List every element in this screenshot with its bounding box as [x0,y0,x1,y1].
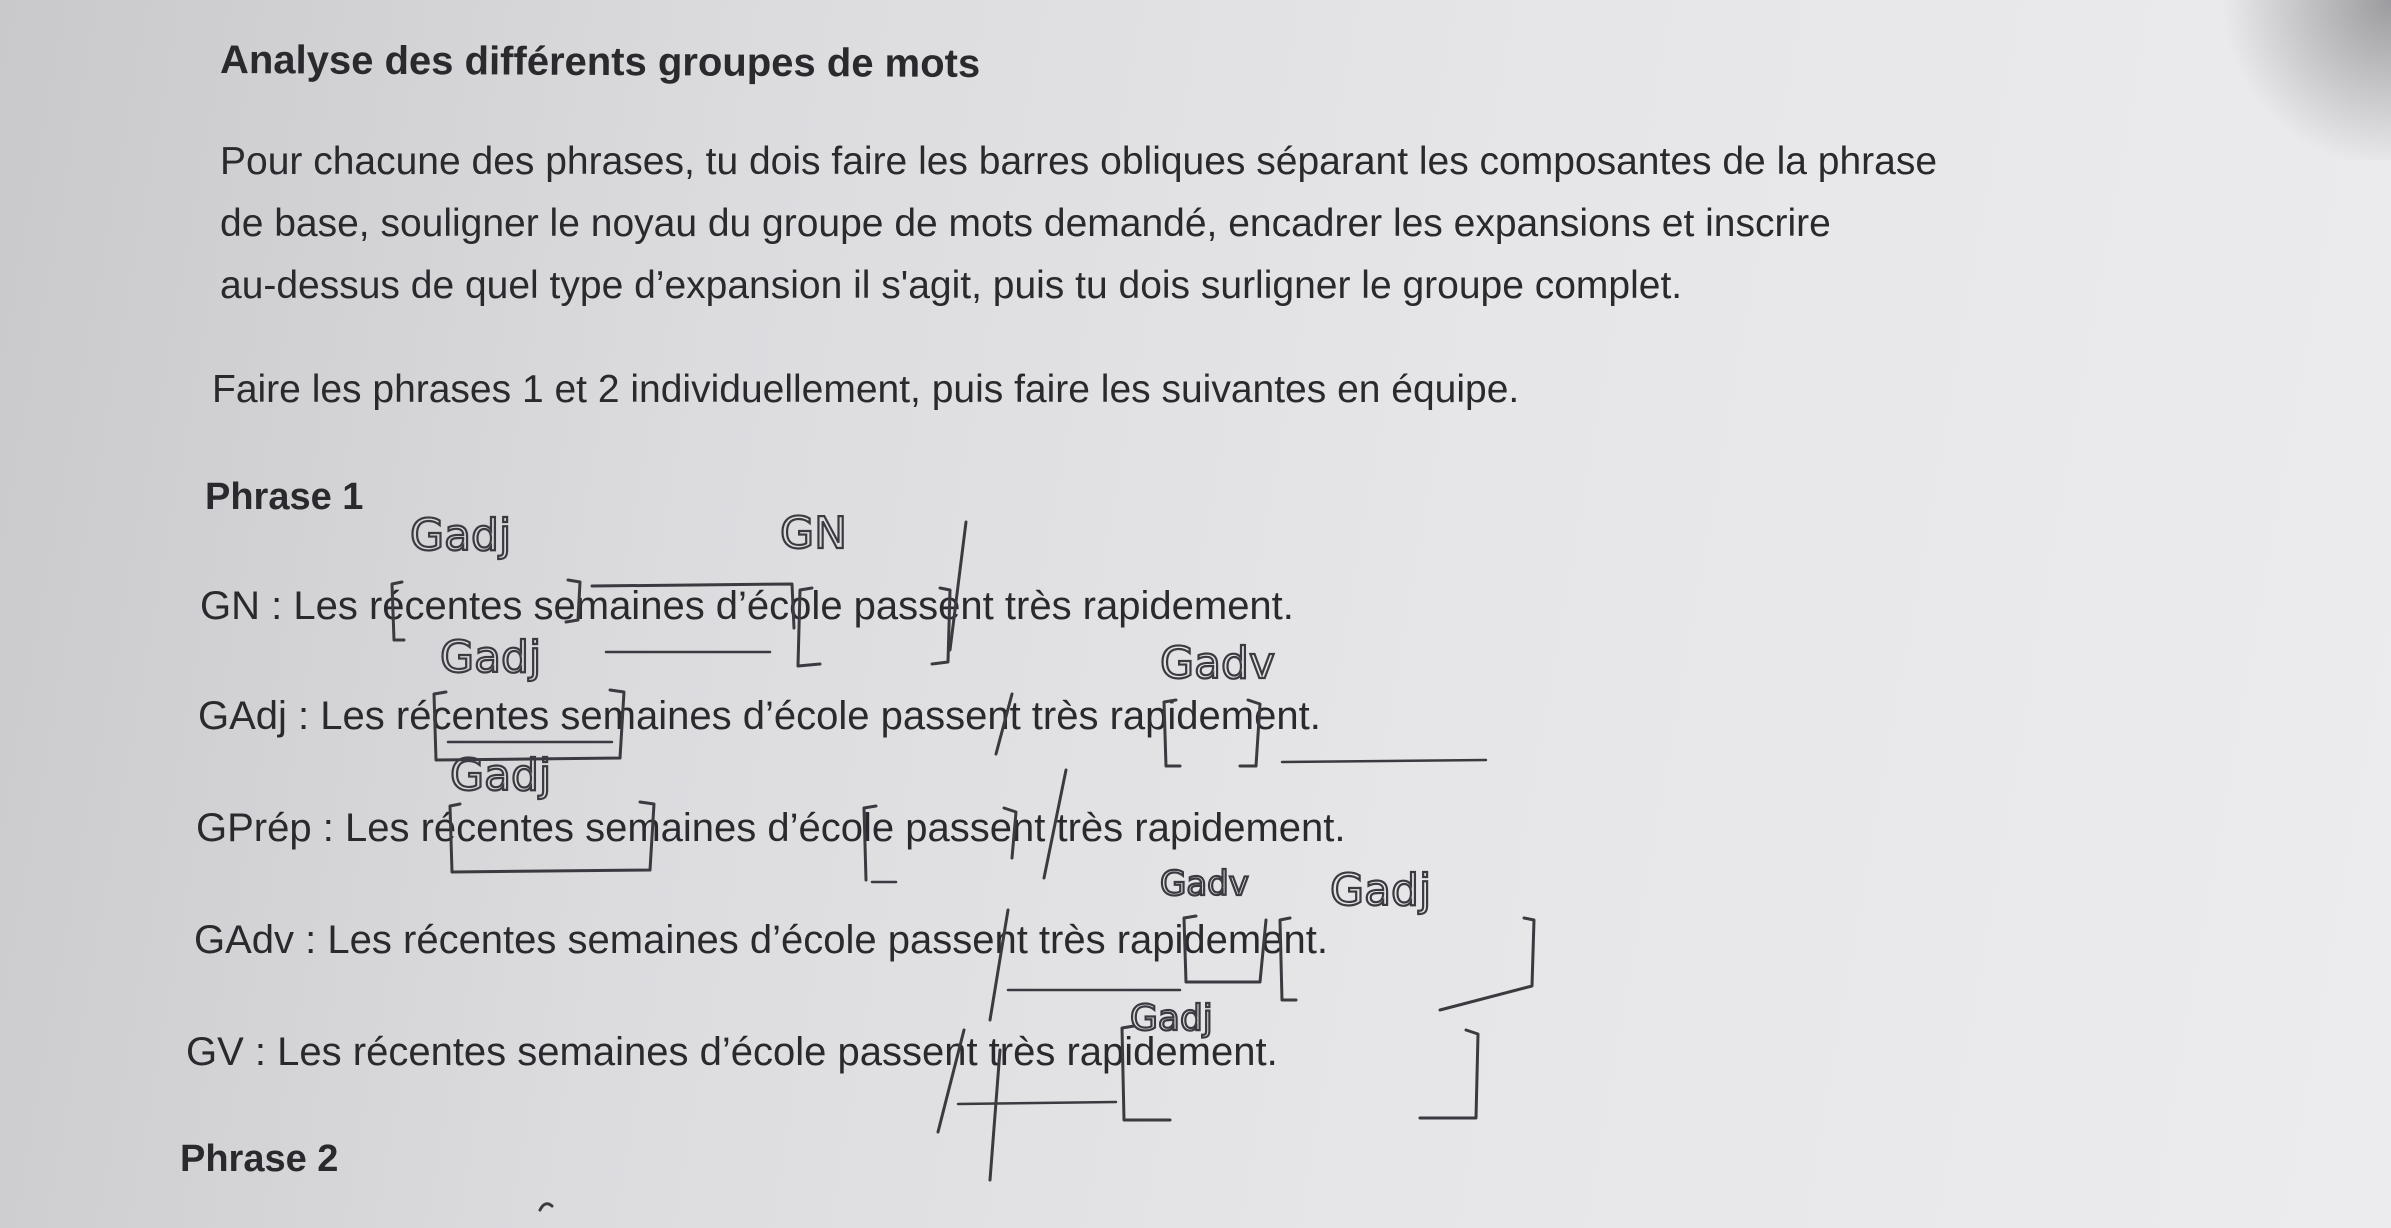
sentence-label: GV : [186,1030,267,1074]
handwritten-label: Gadj [1330,865,1432,916]
sentence-label: GAdv : [194,918,317,962]
noyau-underline [958,1102,1116,1104]
expansion-box [1420,1030,1478,1118]
handwritten-label: Gadv [1160,638,1276,689]
expansion-box [1440,918,1534,1010]
instruction-line-3: au-dessus de quel type d’expansion il s'agit, puis tu dois surligner le groupe complet. [220,264,1683,307]
handwritten-label: Gadj [450,750,552,801]
sentence-text: Les récentes semaines d’école passent très rapidement. [293,584,1294,628]
sentence-gadj [198,694,1321,739]
note-line: Faire les phrases 1 et 2 individuellement, puis faire les suivantes en équipe. [212,368,1520,411]
sentence-gv [186,1030,1278,1075]
sentence-label: GN : [200,584,283,628]
handwritten-label: Gadj [410,510,512,561]
noyau-underline [1282,760,1486,762]
sentence-text: Les récentes semaines d’école passent très rapidement. [320,694,1321,738]
handwritten-label: GN [780,508,848,559]
pen-stroke [540,1204,552,1210]
sentence-text: Les récentes semaines d’école passent très rapidement. [344,806,1346,850]
instruction-line-1: Pour chacune des phrases, tu dois faire les barres obliques séparant les composantes de la phrase [220,140,1938,183]
handwritten-label: Gadv [1160,864,1249,904]
sentence-gadv [194,918,1328,963]
instruction-line-2: de base, souligner le noyau du groupe de mots demandé, encadrer les expansions et inscrire [220,202,1831,245]
document-title: Analyse des différents groupes de mots [219,38,981,86]
handwritten-label: Gadj [440,632,542,683]
handwritten-label: Gadj [1130,998,1213,1039]
phrase-2-label: Phrase 2 [180,1138,339,1180]
sentence-text: Les récentes semaines d’école passent très rapidement. [327,918,1328,962]
sentence-text: Les récentes semaines d’école passent très rapidement. [277,1030,1278,1074]
sentence-gprep [196,806,1346,851]
shadow-corner [2211,0,2391,160]
sentence-label: GAdj : [198,694,310,738]
sentence-gn [200,584,1294,629]
phrase-1-label: Phrase 1 [205,476,364,518]
sentence-label: GPrép : [196,806,334,850]
